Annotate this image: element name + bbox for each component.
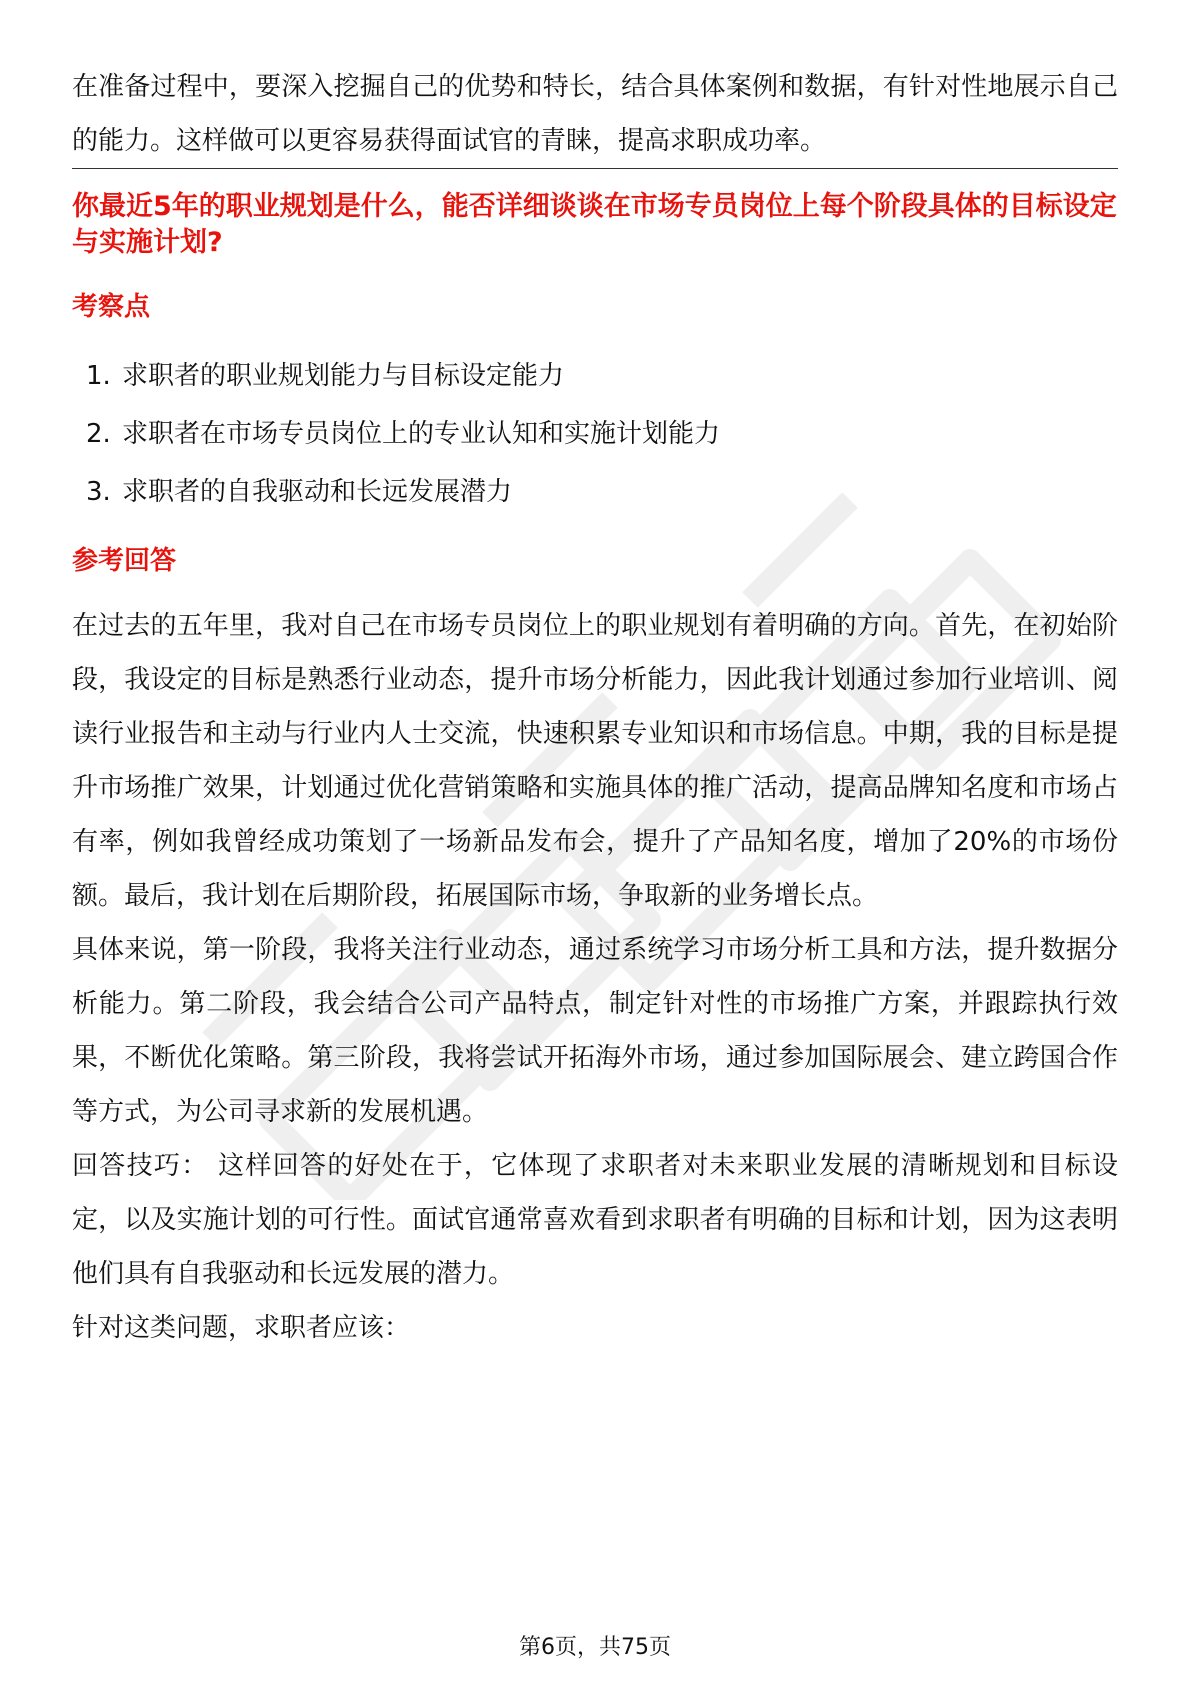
answer-label: 参考回答	[72, 546, 177, 576]
list-item	[86, 405, 1118, 463]
list-item-number: 3.	[86, 477, 111, 507]
list-item-text: 求职者的职业规划能力与目标设定能力	[122, 361, 565, 391]
considerations-label: 考察点	[72, 292, 151, 322]
page-number-footer: 第6页，共75页	[519, 1635, 671, 1660]
question-heading: 你最近5年的职业规划是什么，能否详细谈谈在市场专员岗位上每个阶段具体的目标设定与实施计划?	[72, 191, 1117, 258]
answer-paragraph: 具体来说，第一阶段，我将关注行业动态，通过系统学习市场分析工具和方法，提升数据分析能力。第二阶段，我会结合公司产品特点，制定针对性的市场推广方案，并跟踪执行效果，不断优化策略。第三阶段，我将尝试开拓海外市场，通过参加国际展会、建立跨国合作等方式，为公司寻求新的发展机遇。	[72, 935, 1118, 1127]
list-item-number: 1.	[86, 361, 111, 391]
closing-paragraph: 针对这类问题，求职者应该：	[72, 1313, 411, 1343]
list-item-text: 求职者在市场专员岗位上的专业认知和实施计划能力	[122, 419, 721, 449]
list-item	[86, 347, 1118, 405]
answer-paragraph: 在过去的五年里，我对自己在市场专员岗位上的职业规划有着明确的方向。首先，在初始阶段，我设定的目标是熟悉行业动态，提升市场分析能力，因此我计划通过参加行业培训、阅读行业报告和主动与行业内人士交流，快速积累专业知识和市场信息。中期，我的目标是提升市场推广效果，计划通过优化营销策略和实施具体的推广活动，提高品牌知名度和市场占有率，例如我曾经成功策划了一场新品发布会，提升了产品知名度，增加了20%的市场份额。最后，我计划在后期阶段，拓展国际市场，争取新的业务增长点。	[72, 611, 1118, 911]
intro-paragraph: 在准备过程中，要深入挖掘自己的优势和特长，结合具体案例和数据，有针对性地展示自己的能力。这样做可以更容易获得面试官的青睐，提高求职成功率。	[72, 72, 1118, 156]
list-item-number: 2.	[86, 419, 111, 449]
content-area	[72, 60, 1118, 1355]
considerations-list	[72, 347, 1118, 521]
list-item-text: 求职者的自我驱动和长远发展潜力	[122, 477, 513, 507]
section-divider	[72, 168, 1118, 169]
list-item	[86, 463, 1118, 521]
tips-paragraph: 回答技巧： 这样回答的好处在于，它体现了求职者对未来职业发展的清晰规划和目标设定，以及实施计划的可行性。面试官通常喜欢看到求职者有明确的目标和计划，因为这表明他们具有自我驱动和长远发展的潜力。	[72, 1151, 1118, 1289]
